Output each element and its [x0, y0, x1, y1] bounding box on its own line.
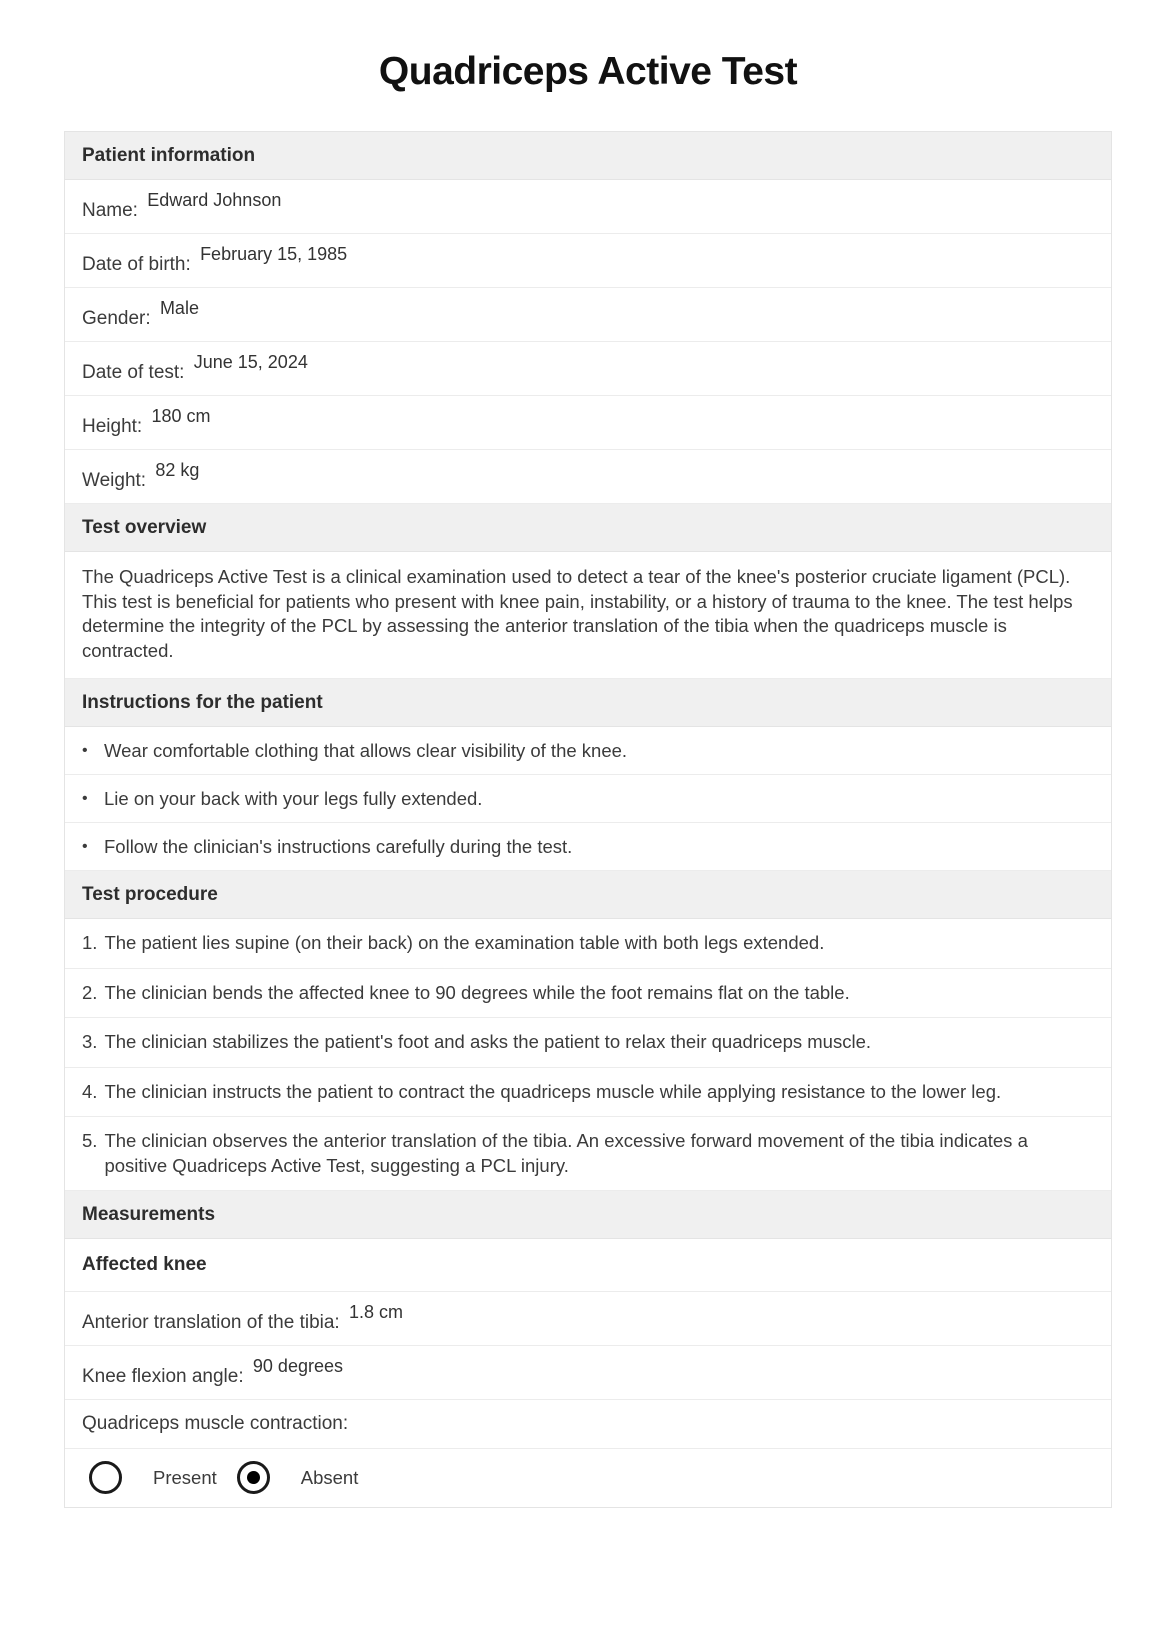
section-header-label: Instructions for the patient	[82, 692, 323, 713]
name-value[interactable]: Edward Johnson	[147, 190, 282, 210]
section-header-patient-information	[65, 132, 1111, 180]
quadriceps-contraction-label: Quadriceps muscle contraction:	[82, 1413, 349, 1434]
section-header-label: Test overview	[82, 517, 207, 538]
step-number: 2.	[82, 981, 98, 1003]
section-header-label: Patient information	[82, 145, 256, 166]
knee-flexion-angle-value[interactable]: 90 degrees	[252, 1356, 343, 1376]
step-text: The clinician stabilizes the patient's foot and asks the patient to relax their quadriceps muscle.	[104, 1031, 871, 1052]
step-number: 3.	[82, 1031, 98, 1052]
quadriceps-contraction-radio-group	[65, 1449, 1111, 1507]
page-title: Quadriceps Active Test	[378, 50, 798, 93]
present-radio-option	[89, 1461, 217, 1494]
field-row-weight	[65, 450, 1111, 504]
section-header-test-procedure	[65, 871, 1111, 919]
quadriceps-active-test-form	[64, 131, 1112, 1508]
date-of-birth-label: Date of birth:	[82, 254, 191, 275]
section-header-instructions	[65, 679, 1111, 727]
present-radio-label: Present	[153, 1466, 217, 1488]
knee-flexion-angle-label: Knee flexion angle:	[82, 1366, 244, 1387]
instruction-text: Follow the clinician's instructions carefully during the test.	[104, 836, 573, 857]
step-number: 1.	[82, 932, 98, 953]
test-overview-paragraph: The Quadriceps Active Test is a clinical examination used to detect a tear of the knee's posterior cruciate ligament (PCL). This test is beneficial for patients who present with knee pain, instability, or a history of trauma to the knee. The test helps determine the integrity of the PCL by assessing the anterior translation of the tibia when the quadriceps muscle is contracted.	[65, 552, 1111, 679]
bullet-icon: •	[82, 742, 88, 759]
step-text: The clinician bends the affected knee to 90 degrees while the foot remains flat on the table.	[104, 981, 850, 1003]
weight-value[interactable]: 82 kg	[155, 460, 200, 480]
procedure-step	[65, 1068, 1111, 1118]
weight-label: Weight:	[82, 470, 147, 491]
height-label: Height:	[82, 416, 143, 437]
instruction-text: Lie on your back with your legs fully extended.	[104, 788, 483, 809]
anterior-translation-value[interactable]: 1.8 cm	[348, 1302, 404, 1322]
field-row-gender	[65, 288, 1111, 342]
section-header-label: Measurements	[82, 1204, 216, 1225]
absent-radio-option	[237, 1461, 359, 1494]
step-text: The clinician instructs the patient to contract the quadriceps muscle while applying resistance to the lower leg.	[104, 1080, 1002, 1102]
field-row-anterior-translation	[65, 1292, 1111, 1346]
absent-radio-label: Absent	[300, 1466, 359, 1488]
bullet-icon: •	[82, 838, 88, 855]
field-row-height	[65, 396, 1111, 450]
gender-label: Gender:	[82, 308, 151, 329]
instruction-item	[65, 775, 1111, 823]
field-row-date-of-test	[65, 342, 1111, 396]
height-value[interactable]: 180 cm	[151, 406, 211, 426]
section-header-test-overview	[65, 504, 1111, 552]
date-of-test-value[interactable]: June 15, 2024	[193, 352, 308, 372]
instruction-text: Wear comfortable clothing that allows clear visibility of the knee.	[104, 740, 628, 761]
procedure-step	[65, 1018, 1111, 1068]
section-header-measurements	[65, 1191, 1111, 1239]
present-radio-button[interactable]	[89, 1461, 122, 1494]
date-of-test-label: Date of test:	[82, 362, 185, 383]
section-header-label: Test procedure	[82, 884, 218, 905]
procedure-step	[65, 969, 1111, 1019]
field-row-name	[65, 180, 1111, 234]
procedure-step	[65, 919, 1111, 969]
date-of-birth-value[interactable]: February 15, 1985	[200, 244, 348, 264]
absent-radio-button[interactable]	[237, 1461, 270, 1494]
gender-value[interactable]: Male	[159, 298, 199, 318]
affected-knee-subheader: Affected knee	[65, 1239, 1111, 1292]
step-text: The clinician observes the anterior translation of the tibia. An excessive forward movement of the tibia indicates a positive Quadriceps Active Test, suggesting a PCL injury.	[104, 1130, 1028, 1176]
name-label: Name:	[82, 200, 138, 221]
bullet-icon: •	[82, 790, 88, 807]
anterior-translation-label: Anterior translation of the tibia:	[82, 1312, 340, 1333]
step-text: The patient lies supine (on their back) on the examination table with both legs extended.	[104, 932, 825, 953]
field-row-date-of-birth	[65, 234, 1111, 288]
radio-dot-icon	[247, 1471, 260, 1484]
procedure-step	[65, 1117, 1111, 1191]
step-number: 4.	[82, 1080, 98, 1102]
field-row-knee-flexion-angle	[65, 1346, 1111, 1400]
instruction-item	[65, 823, 1111, 871]
quadriceps-contraction-label-row	[65, 1400, 1111, 1449]
instruction-item	[65, 727, 1111, 775]
step-number: 5.	[82, 1130, 98, 1151]
